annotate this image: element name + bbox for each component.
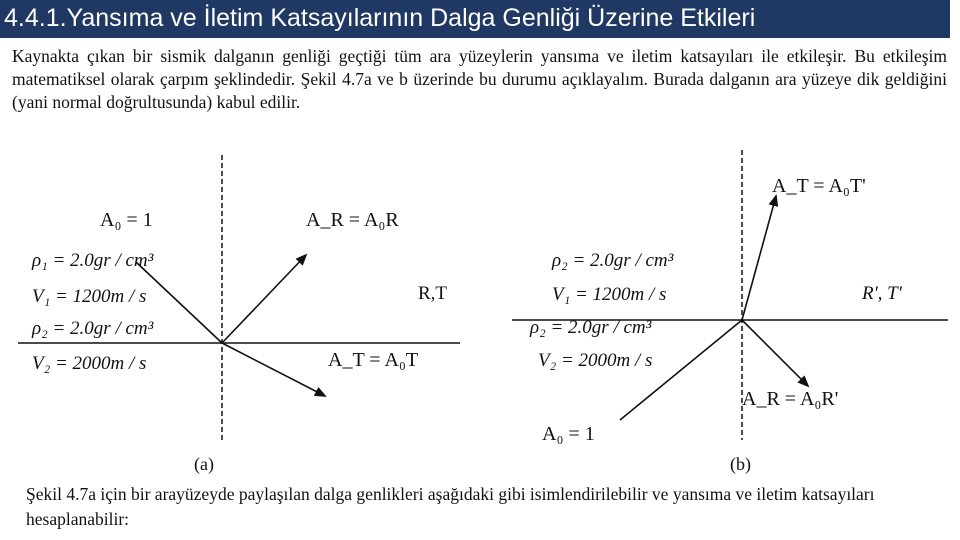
- rt-label-b: R', T': [862, 283, 902, 304]
- slide-title: 4.4.1.Yansıma ve İletim Katsayılarının Dalga Genliği Üzerine Etkileri: [4, 4, 756, 32]
- intro-paragraph: Kaynakta çıkan bir sismik dalganın genliği geçtiği tüm ara yüzeylerin yansıma ve iletim katsayıları ile etkileşir. Bu etkileşim matematiksel olarak çarpım şeklindedir. Şekil 4.7a ve b üzerinde bu durumu açıklayalım. Burada dalganın ara yüzeye dik geldiğini (yani normal doğrultusunda) kabul edilir.: [12, 46, 947, 112]
- caption-b: (b): [730, 454, 751, 474]
- caption-a: (a): [194, 454, 214, 474]
- rt-label-a: R,T: [418, 283, 448, 304]
- v1-label-a: V₁ = 1200m / s: [32, 286, 147, 307]
- v1-label-b: V₁ = 1200m / s: [552, 284, 667, 305]
- figure-a: [18, 155, 460, 475]
- rho2-label-b: ρ₂ = 2.0gr / cm³: [552, 250, 674, 271]
- at-label-a: A_T = A₀T: [328, 349, 419, 371]
- a0-label-b: A₀ = 1: [542, 423, 595, 445]
- v2-label-b: V₂ = 2000m / s: [538, 350, 653, 371]
- at-label-b: A_T = A₀T': [772, 175, 866, 197]
- v2-label-a: V₂ = 2000m / s: [32, 353, 147, 374]
- reflected-ray-b: [742, 320, 808, 386]
- transmitted-ray-b: [742, 196, 776, 320]
- a0-label-a: A₀ = 1: [100, 209, 153, 231]
- reflected-ray-a: [222, 255, 306, 343]
- rho1-label-a: ρ₁ = 2.0gr / cm³: [32, 250, 154, 271]
- transmitted-ray-a: [222, 343, 325, 396]
- rho2-label-a: ρ₂ = 2.0gr / cm³: [32, 318, 154, 339]
- ar-label-a: A_R = A₀R: [306, 209, 399, 231]
- figure-b: [512, 150, 948, 475]
- bottom-paragraph: Şekil 4.7a için bir arayüzeyde paylaşılan dalga genlikleri aşağıdaki gibi isimlendirilebilir ve yansıma ve iletim katsayıları hesaplanabilir:: [26, 484, 875, 529]
- rho2b-label-b: ρ₂ = 2.0gr / cm³: [530, 317, 652, 338]
- ar-label-b: A_R = A₀R': [742, 388, 839, 410]
